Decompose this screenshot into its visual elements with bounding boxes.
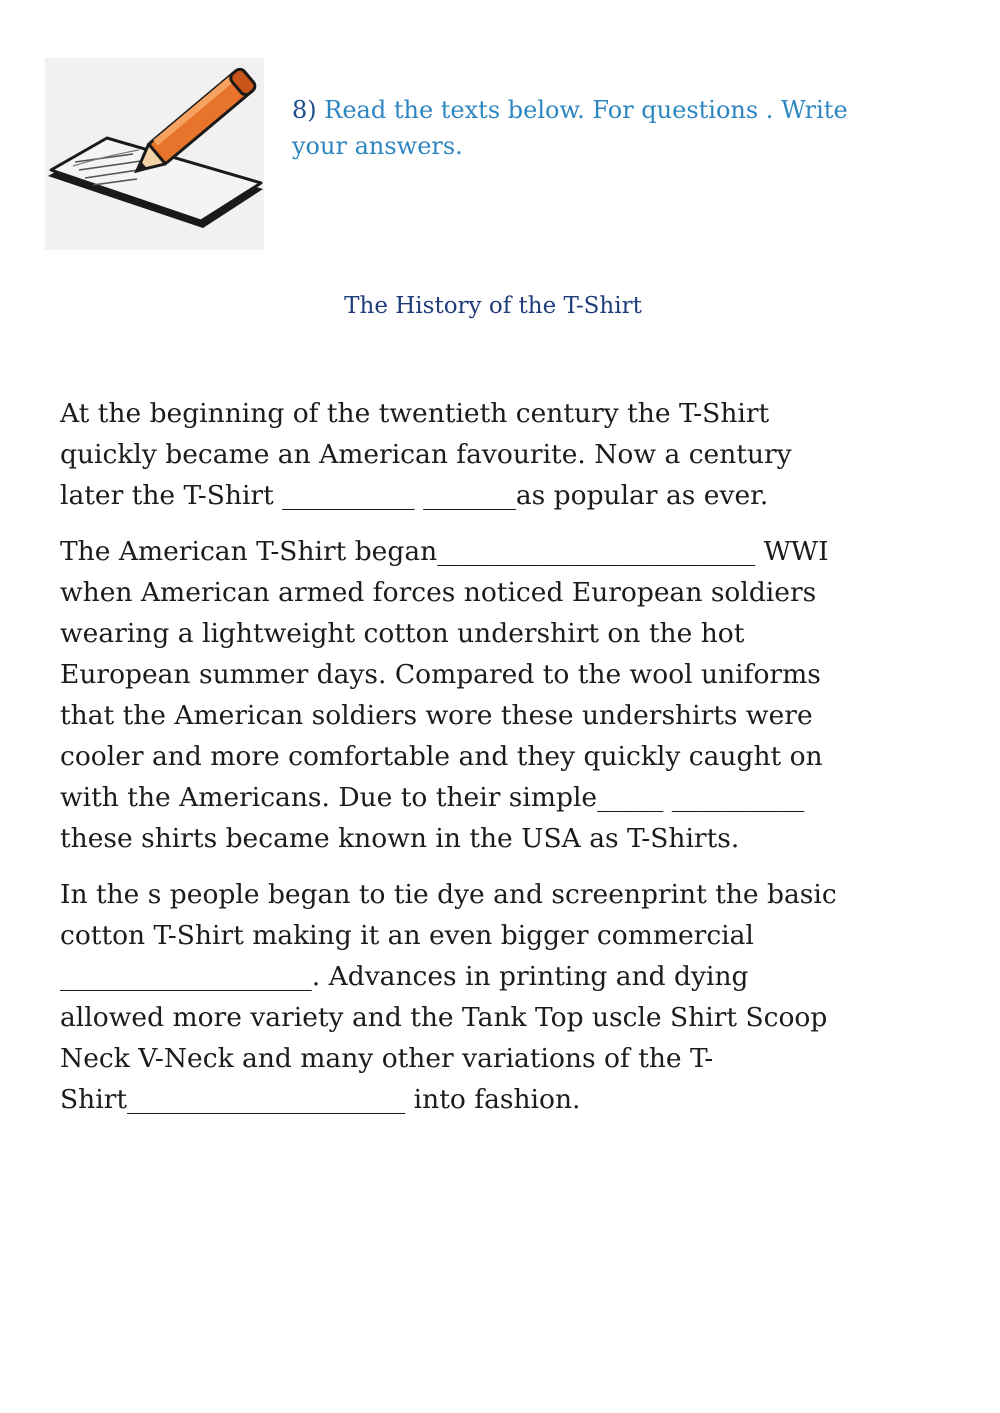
paragraph-3 — [60, 875, 960, 1120]
text-line: when American armed forces noticed European soldiers — [60, 577, 817, 609]
instruction-text — [292, 92, 932, 164]
paragraph-2 — [60, 532, 960, 859]
instruction-line-2: your answers. — [292, 132, 463, 160]
text-line: quickly became an American favourite. Now a century — [60, 438, 792, 470]
paragraph-1 — [60, 394, 960, 517]
text-line: ___________________. Advances in printing and dying — [60, 960, 749, 992]
text-line: that the American soldiers wore these undershirts were — [60, 699, 813, 731]
text-line: cotton T-Shirt making it an even bigger commercial — [60, 919, 754, 951]
text-line: At the beginning of the twentieth century the T-Shirt — [60, 398, 770, 429]
text-line: these shirts became known in the USA as T-Shirts. — [60, 822, 740, 854]
reading-text — [60, 394, 960, 1136]
text-line: wearing a lightweight cotton undershirt on the hot — [60, 618, 745, 650]
text-line: Neck V-Neck and many other variations of the T- — [60, 1042, 714, 1074]
text-line: European summer days. Compared to the wool uniforms — [60, 658, 821, 690]
text-line: In the s people began to tie dye and screenprint the basic — [60, 878, 837, 910]
instruction-line-1: Read the texts below. For questions . Write — [324, 96, 848, 124]
text-line: allowed more variety and the Tank Top uscle Shirt Scoop — [60, 1001, 828, 1033]
text-line: Shirt_____________________ into fashion. — [60, 1083, 581, 1115]
text-line: The American T-Shirt began________________________ WWI — [60, 536, 829, 568]
page-title: The History of the T-Shirt — [344, 293, 642, 319]
text-line: cooler and more comfortable and they quickly caught on — [60, 740, 823, 772]
text-line: later the T-Shirt __________ _______as popular as ever. — [60, 479, 769, 511]
text-line: with the Americans. Due to their simple_____ __________ — [60, 781, 805, 813]
pencil-writing-on-paper-icon — [45, 58, 264, 250]
question-number: 8) — [292, 96, 317, 124]
